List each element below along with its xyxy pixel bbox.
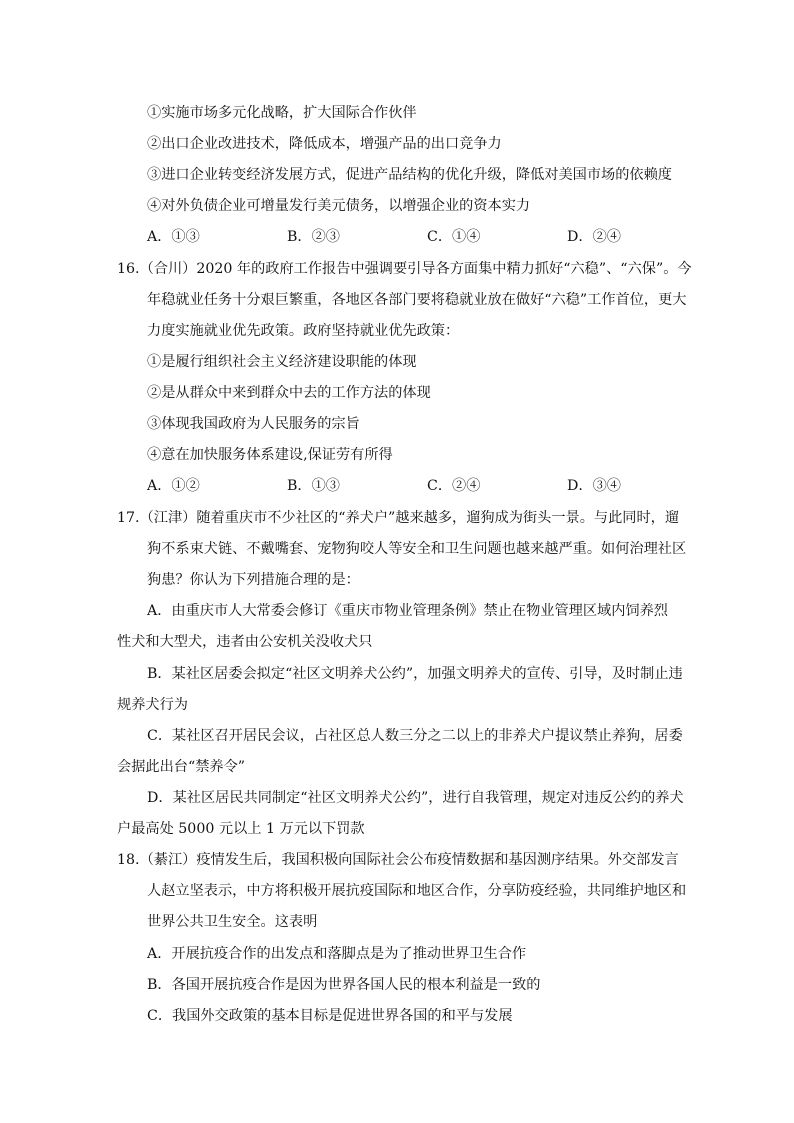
q18-option-c[interactable]: C．我国外交政策的基本目标是促进世界各国的和平与发展	[147, 1008, 513, 1024]
q17-stem-line-2: 狗不系束犬链、不戴嘴套、宠物狗咬人等安全和卫生问题也越来越严重。如何治理社区	[147, 541, 687, 557]
q17-stem-line-1: 17.（江津）随着重庆市不少社区的“养犬户”越来越多，遛狗成为街头一景。与此同时，遛	[117, 510, 680, 526]
q15-item-3: ③进口企业转变经济发展方式，促进产品结构的优化升级，降低对美国市场的依赖度	[147, 167, 672, 183]
q16-item-2: ②是从群众中来到群众中去的工作方法的体现	[147, 385, 431, 401]
q15-option-a[interactable]: A．①③	[147, 229, 200, 245]
q15-item-1: ①实施市场多元化战略，扩大国际合作伙伴	[147, 105, 417, 121]
q18-option-b[interactable]: B．各国开展抗疫合作是因为世界各国人民的根本利益是一致的	[147, 977, 541, 993]
q16-option-d[interactable]: D．③④	[567, 478, 621, 494]
q15-option-c[interactable]: C．①④	[427, 229, 481, 245]
q16-option-a[interactable]: A．①②	[147, 478, 200, 494]
q17-option-c[interactable]: C．某社区召开居民会议，占社区总人数三分之二以上的非养犬户提议禁止养狗，居委	[147, 728, 683, 744]
q16-item-4: ④意在加快服务体系建设,保证劳有所得	[147, 447, 393, 463]
q17-option-d-cont: 户最高处 5000 元以上 1 万元以下罚款	[117, 821, 365, 837]
q15-options	[147, 227, 687, 247]
q18-option-a[interactable]: A．开展抗疫合作的出发点和落脚点是为了推动世界卫生合作	[147, 946, 527, 962]
q16-item-1: ①是履行组织社会主义经济建设职能的体现	[147, 354, 417, 370]
q17-stem-line-3: 狗患？你认为下列措施合理的是：	[147, 572, 360, 588]
q16-option-b[interactable]: B．①③	[287, 478, 340, 494]
q18-stem-line-3: 世界公共卫生安全。这表明	[147, 914, 318, 930]
q17-option-c-cont: 会据此出台“禁养令”	[117, 759, 246, 775]
q15-item-2: ②出口企业改进技术，降低成本，增强产品的出口竞争力	[147, 136, 502, 152]
q15-option-d[interactable]: D．②④	[567, 229, 621, 245]
q16-options	[147, 476, 687, 496]
q18-stem-line-2: 人赵立坚表示，中方将积极开展抗疫国际和地区合作，分享防疫经验，共同维护地区和	[147, 883, 687, 899]
q17-option-b-cont: 规养犬行为	[117, 697, 188, 713]
q16-stem-line-2: 年稳就业任务十分艰巨繁重，各地区各部门要将稳就业放在做好“六稳”工作首位，更大	[147, 292, 687, 308]
q17-option-d[interactable]: D．某社区居民共同制定“社区文明养犬公约”，进行自我管理，规定对违反公约的养犬	[147, 790, 684, 806]
q16-stem-line-3: 力度实施就业优先政策。政府坚持就业优先政策：	[147, 323, 460, 339]
q16-option-c[interactable]: C．②④	[427, 478, 481, 494]
q15-option-b[interactable]: B．②③	[287, 229, 340, 245]
q17-option-a-cont: 性犬和大型犬，违者由公安机关没收犬只	[117, 634, 373, 650]
q16-stem-line-1: 16.（合川）2020 年的政府工作报告中强调要引导各方面集中精力抓好“六稳”、“六保”。今	[117, 261, 692, 277]
q15-item-4: ④对外负债企业可增量发行美元债务，以增强企业的资本实力	[147, 198, 531, 214]
q17-option-b[interactable]: B．某社区居委会拟定“社区文明养犬公约”，加强文明养犬的宣传、引导，及时制止违	[147, 666, 683, 682]
q16-item-3: ③体现我国政府为人民服务的宗旨	[147, 416, 360, 432]
q17-option-a[interactable]: A．由重庆市人大常委会修订《重庆市物业管理条例》禁止在物业管理区域内饲养烈	[147, 603, 668, 619]
q18-stem-line-1: 18.（綦江）疫情发生后，我国积极向国际社会公布疫情数据和基因测序结果。外交部发言	[117, 852, 679, 868]
